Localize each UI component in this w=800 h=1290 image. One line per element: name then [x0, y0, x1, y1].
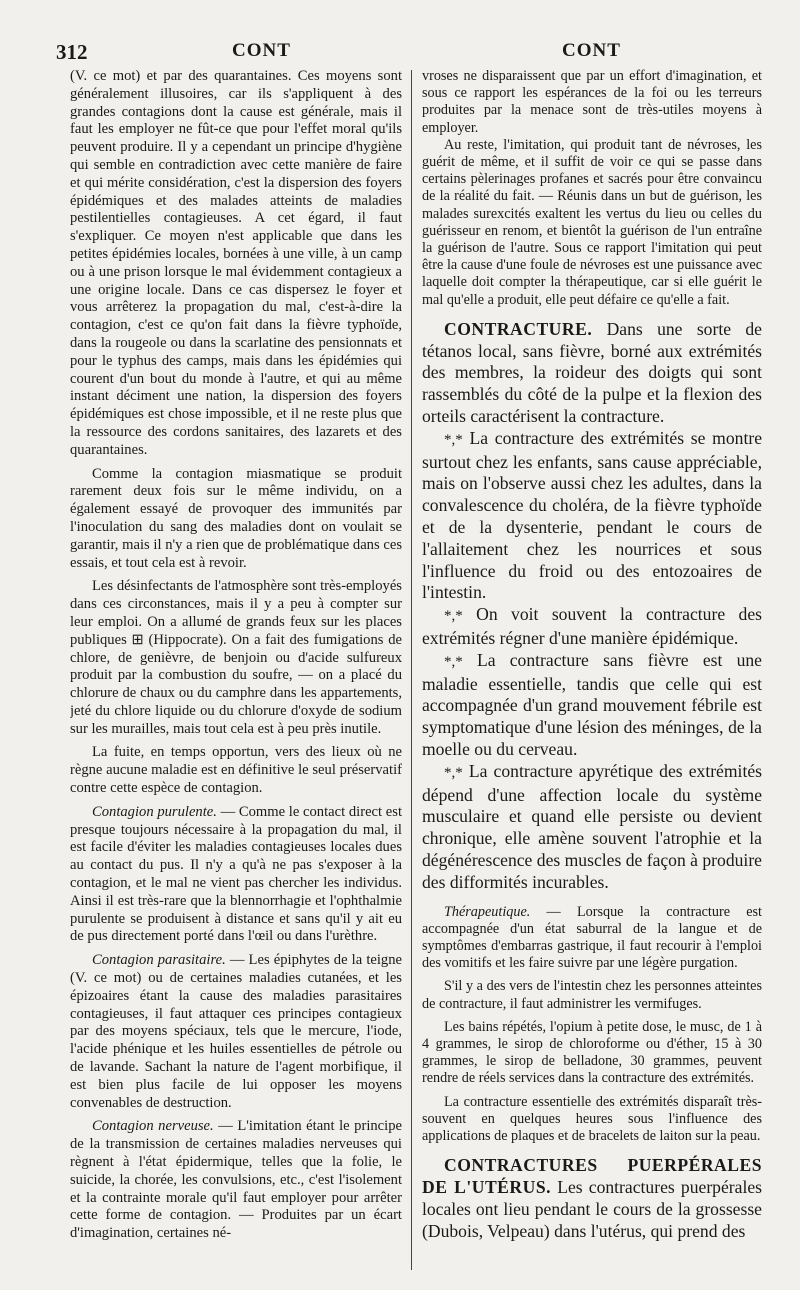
text-puerperal: Les contractures puerpérales locales ont lieu pendant le cours de la grossesse (Dubois, Velpeau) dans l'utérus, qui prend des [422, 1177, 762, 1241]
paragraph-epidemic [422, 604, 762, 650]
text-epidemic: On voit souvent la contracture des extrémités régner d'une manière épidémique. [422, 604, 762, 648]
text-children: La contracture des extrémités se montre surtout chez les enfants, sans cause appréciable, mais on l'observe aussi chez les adultes, dans la convalescence du choléra, de la fièvre typhoïde et de la dysenterie, pendant le cours de l'allaitement chez les nourrices et sous l'influence du froid ou des entozoaires de l'intestin. [422, 427, 762, 603]
paragraph-imitation: Au reste, l'imitation, qui produit tant de névroses, les guérit de même, et il suffit de voir ce qui se passe dans certains pèlerinages profanes et sacrés pour être convaincu de la réalité du fait. — Réunis dans un but de guérison, les malades surexcités exaltent les vertus du lieu ou celles du guérisseur en renom, et bientôt la guérison de l'un entraîne la guérison de l'autre. Sous ce rapport l'imitation qui peut être la cause d'une foule de névroses est une puissance avec laquelle doit compter la thérapeutique, car si elle guérit le mal qu'elle a produit, elle peut défaire ce qu'elle a fait. [422, 136, 762, 308]
entry-contracture [422, 319, 762, 428]
paragraph-dispersion: (V. ce mot) et par des quarantaines. Ces moyens sont généralement illusoires, car ils s'appliquent à des grandes contagions dont la cause est générale, mais il faut les employer ne fût-ce que pour l'effet moral qu'ils peuvent produire. Il y a cependant un principe d'hygiène qui semble en contradiction avec cette manière de faire et qui mérite considération, c'est la dispersion des foyers épidémiques et des malades atteints de maladies pestilentielles contagieuses. A cet égard, il faut s'expliquer. Ce moyen n'est applicable que dans les petites épidémies locales, bornées à une ville, à un camp ou à une prison lorsque le mal évidemment contagieux a une origine locale. Dans ce cas dispersez le foyer et vous arrêterez la propagation du mal, c'est-à-dire la contagion, c'est ce qu'on fait dans la fièvre typhoïde, dans la rougeole ou dans la scarlatine des pensionnats et pour le typhus des camps, mais dans les épidémies qui courent d'un bout du monde à l'autre, et qui au même instant déciment une nation, la dispersion des foyers épidémiques est chose impossible, et il ne reste plus que la ressource des cordons sanitaires, des lazarets et des quarantaines. [70, 68, 402, 458]
text-therapeutics: — Lorsque la contracture est accompagnée d'un état saburral de la langue et de symptômes d'embarras gastrique, il faut recourir à l'emploi des vomitifs et les faire suivre par une légère purgation. [422, 903, 762, 972]
column-divider [411, 70, 412, 1270]
paragraph-purulent [70, 804, 402, 946]
paragraph-vermifuges: S'il y a des vers de l'intestin chez les personnes atteintes de contracture, il faut administrer les vermifuges. [422, 978, 762, 1012]
text-essential: La contracture sans fièvre est une maladie essentielle, tandis que celle qui est accompagnée d'un grand mouvement fébrile est symptomatique d'une lésion des méninges, de la moelle ou du cerveau. [422, 649, 762, 759]
asterism-4: *,* [444, 764, 463, 781]
text-parasitic: — Les épiphytes de la teigne (V. ce mot) ou de certaines maladies cutanées, et les épizoaires étant la cause des maladies parasitaires contagieuses, il faut attaquer ces principes contagieux par des moyens spéciaux, tels que le mercure, l'iode, l'acide phénique et les huiles essentielles de pétrole ou de lavande. Sachant la nature de l'agent morbifique, il est bien plus facile de lui opposer les moyens convenables de destruction. [70, 952, 402, 1111]
left-running-title: CONT [232, 40, 291, 61]
asterism-3: *,* [444, 653, 463, 670]
entry-title-contracture: CONTRACTURE. [444, 318, 593, 339]
heading-parasitic: Contagion parasitaire. [92, 952, 226, 969]
asterism-2: *,* [444, 608, 463, 625]
page-number: 312 [56, 40, 88, 64]
paragraph-children [422, 428, 762, 604]
right-column [422, 68, 762, 1278]
paragraph-brass: La contracture essentielle des extrémités disparaît très-souvent en quelques heures sous l'influence des applications de plaques et de bracelets de laiton sur la peau. [422, 1093, 762, 1144]
paragraph-therapeutics [422, 904, 762, 973]
heading-therapeutics: Thérapeutique. [444, 903, 531, 920]
entry-puerperal-contractures [422, 1155, 762, 1242]
paragraph-disinfectants: Les désinfectants de l'atmosphère sont très-employés dans ces circonstances, mais il y a peu à compter sur leur emploi. On a allumé de grands feux sur les places publiques ⊞ (Hippocrate). On a fait des fumigations de chlore, de genièvre, de benjoin ou d'acide sulfureux produit par la combustion du soufre, — on a placé du chlorure de chaux ou du camphre dans les appartements, jeté du chlore liquide ou du chlorure d'oxyde de sodium sur les murailles, mais tout cela est à peu près inutile. [70, 578, 402, 737]
paragraph-apyretic [422, 761, 762, 894]
text-apyretic: La contracture apyrétique des extrémités dépend d'une affection locale du système musculaire et quand elle persiste ou devient chronique, elle amène souvent l'atrophie et la dégénérescence des muscles de façon à produire des difformités incurables. [422, 760, 762, 892]
heading-purulent: Contagion purulente. [92, 803, 217, 820]
paragraph-essential [422, 650, 762, 761]
asterism-1: *,* [444, 431, 463, 448]
right-running-title: CONT [562, 40, 621, 61]
entry-title-puerperal: CONTRACTURES PUERPÉRALES DE L'UTÉRUS. [422, 1155, 762, 1197]
running-header [0, 36, 800, 66]
paragraph-neuroses: vroses ne disparaissent que par un effort d'imagination, et sous ce rapport les espérances de la foi ou les terreurs produites par la menace sont de très-utiles moyens à employer. [422, 68, 762, 136]
paragraph-miasmatic: Comme la contagion miasmatique se produit rarement deux fois sur le même individu, on a également essayé de provoquer des immunités par l'inoculation du sang des maladies dont on voulait se garantir, mais il n'y a rien que de problématique dans ces essais, et tout cela est à revoir. [70, 465, 402, 571]
paragraph-parasitic [70, 952, 402, 1112]
paragraph-baths: Les bains répétés, l'opium à petite dose, le musc, de 1 à 4 grammes, le sirop de chloroforme ou d'éther, 15 à 30 grammes, le sirop de belladone, 30 grammes, peuvent rendre de réels services dans la contracture des extrémités. [422, 1018, 762, 1087]
text-contracture-definition: Dans une sorte de tétanos local, sans fièvre, borné aux extrémités des membres, la roideur des doigts qui sont rassemblés du côté de la pulpe et la flexion des orteils caractérisent la contracture. [422, 318, 762, 427]
heading-nervous: Contagion nerveuse. [92, 1118, 214, 1135]
paragraph-nervous [70, 1118, 402, 1243]
text-nervous: — L'imitation étant le principe de la transmission de certaines maladies nerveuses qui règnent à l'état épidermique, telles que la folie, le suicide, la chorée, les convulsions, etc., c'est l'isolement et la contrainte morale qu'il faut employer pour arrêter cette forme de contagion. — Produites par un écart d'imagination, certaines né- [70, 1118, 402, 1242]
left-column [70, 68, 402, 1278]
paragraph-flight: La fuite, en temps opportun, vers des lieux où ne règne aucune maladie est en définitive le seul préservatif contre cette espèce de contagion. [70, 744, 402, 797]
text-purulent: — Comme le contact direct est presque toujours nécessaire à la propagation du mal, il est facile d'éviter les maladies contagieuses locales dues au contact du pus. Il n'y a qu'à ne pas s'exposer à la contagion, et le mal ne vient pas chercher les individus. Ainsi il est très-rare que la blennorrhagie et l'ophthalmie purulente se produisent à distance et sans qu'il y ait eu de pus directement porté dans l'œil ou dans l'urèthre. [70, 803, 402, 945]
